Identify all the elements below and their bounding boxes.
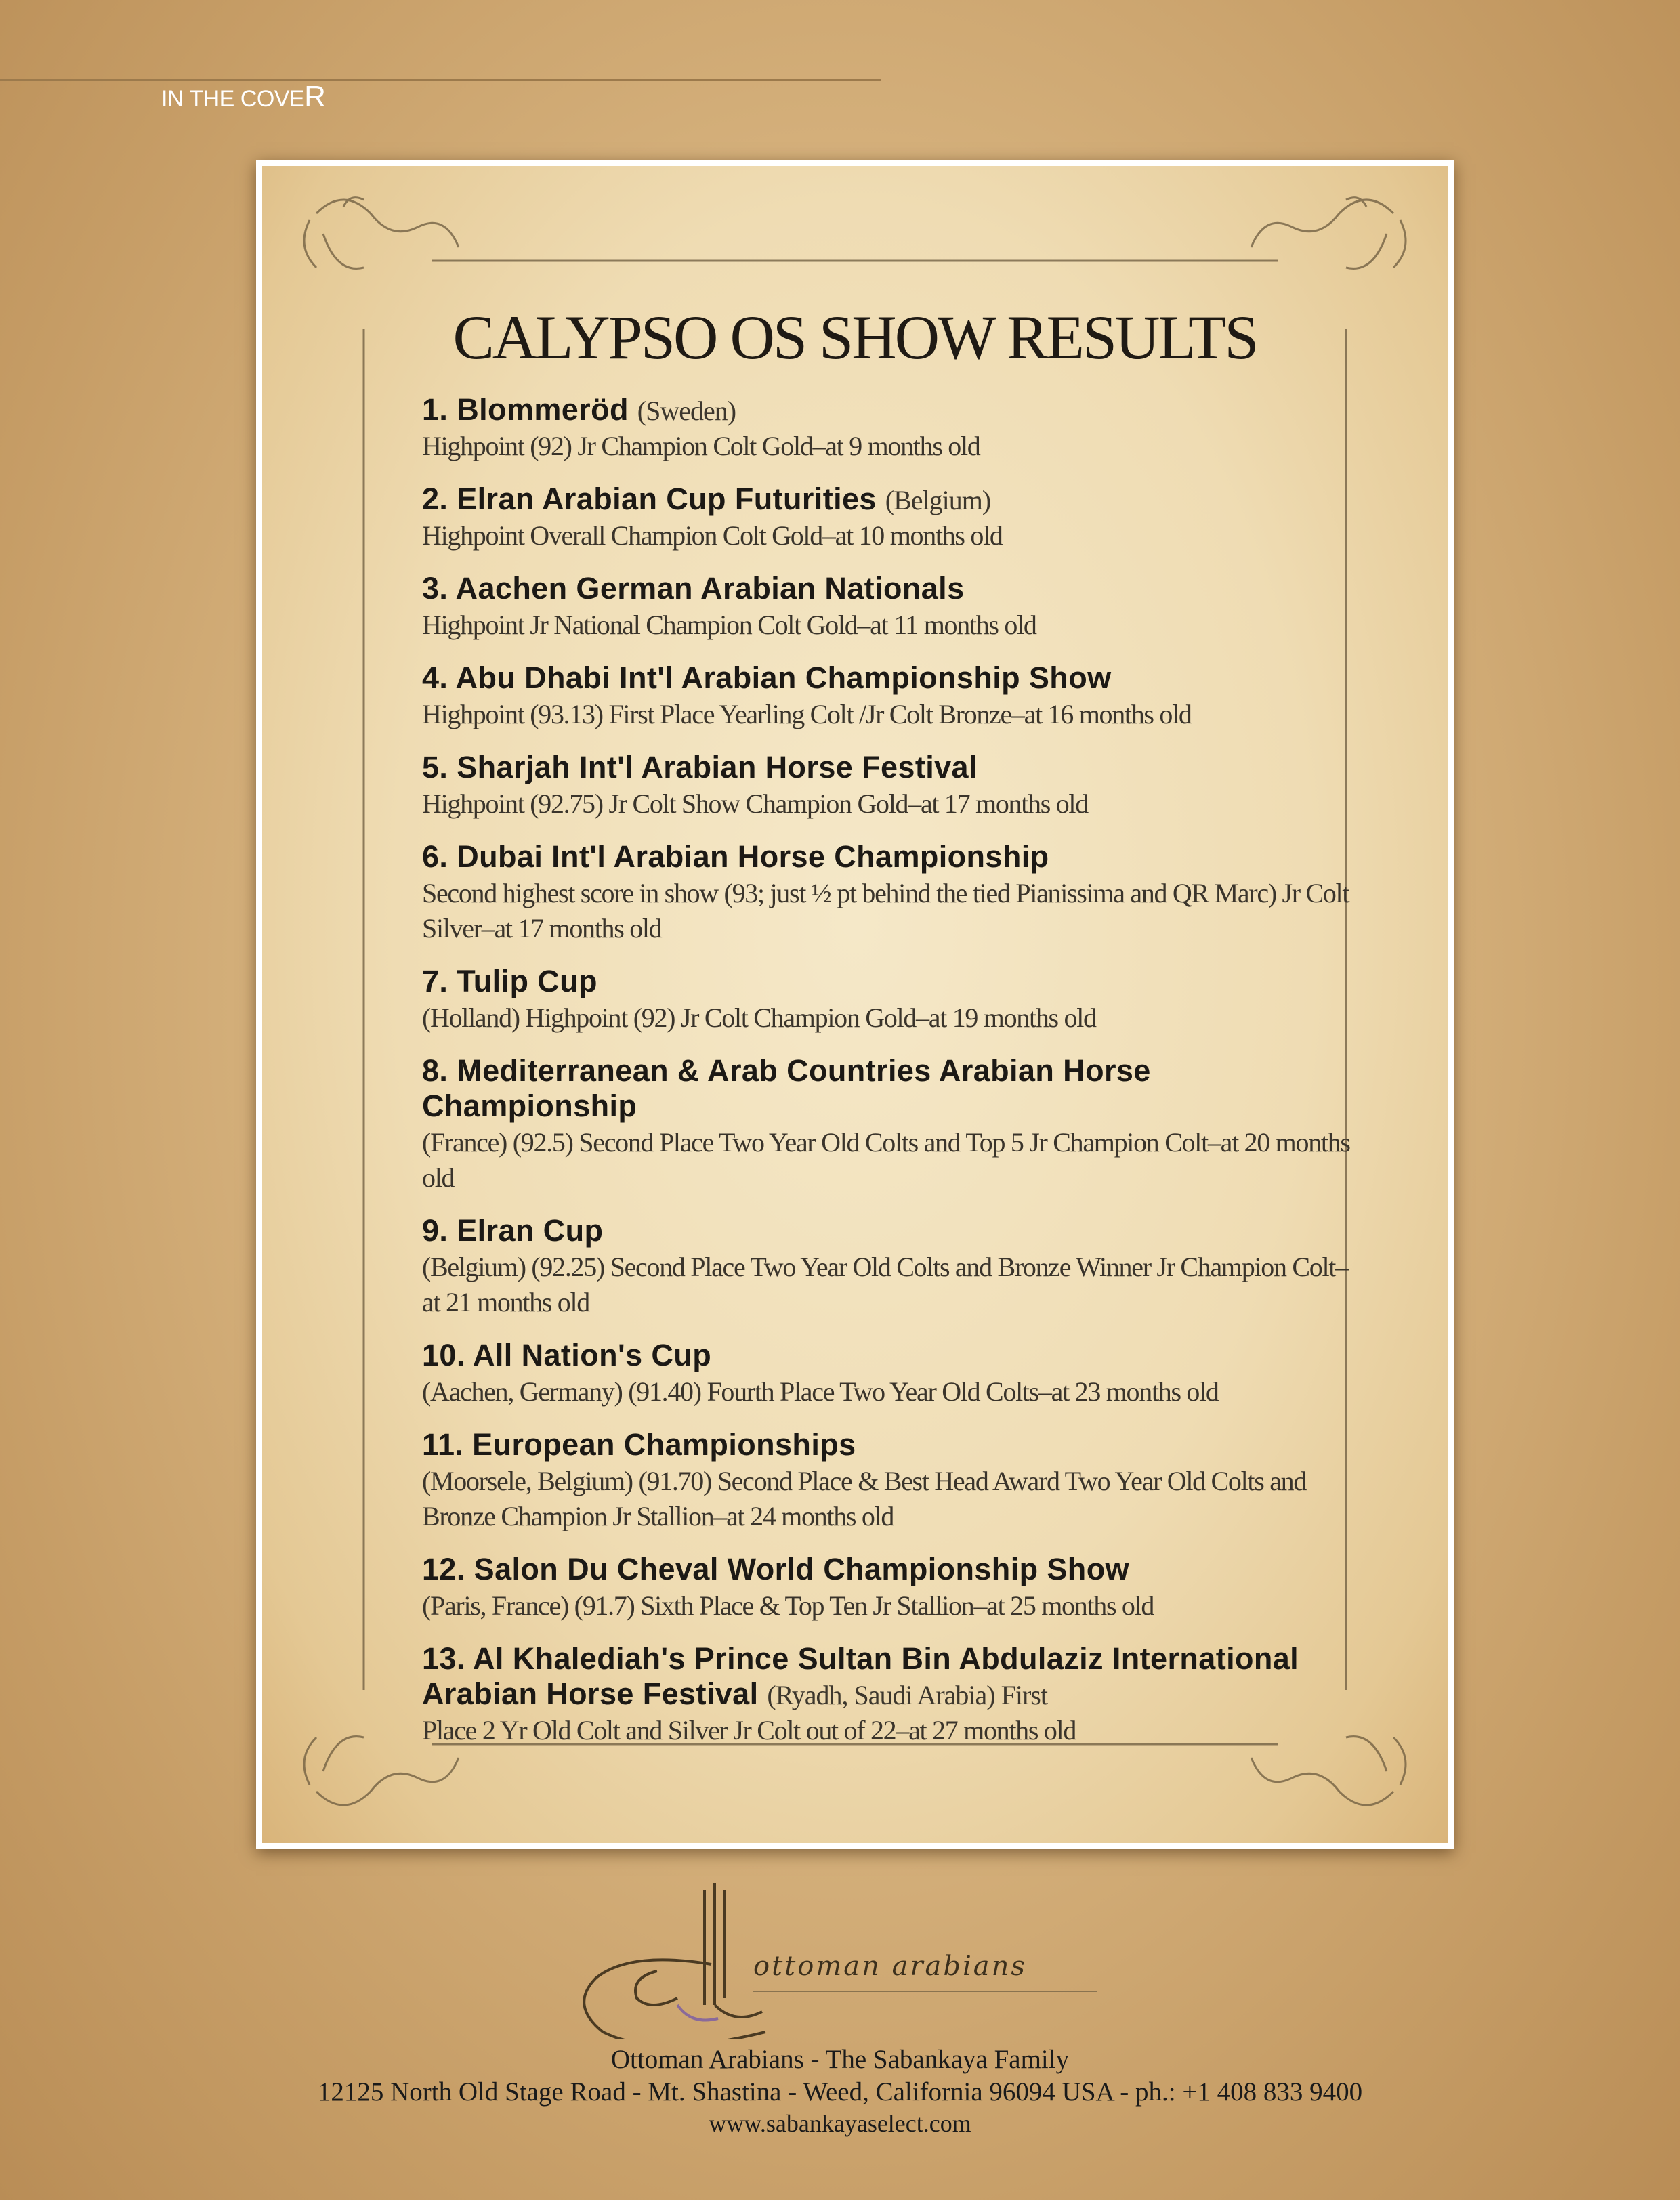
result-item bbox=[422, 1213, 1364, 1320]
ottoman-arabians-logo bbox=[576, 1869, 1111, 2039]
result-description: Highpoint (93.13) First Place Yearling Colt /Jr Colt Bronze–at 16 months old bbox=[422, 699, 1192, 729]
result-item bbox=[422, 964, 1364, 1036]
footer-website-link[interactable]: www.sabankayaselect.com bbox=[709, 2110, 971, 2137]
result-description: Place 2 Yr Old Colt and Silver Jr Colt out of 22–at 27 months old bbox=[422, 1715, 1076, 1746]
result-item bbox=[422, 482, 1364, 553]
footer-address: 12125 North Old Stage Road - Mt. Shastina - Weed, California 96094 USA - ph.: +1 408 833 9400 bbox=[317, 2077, 1363, 2107]
result-description: Highpoint Jr National Champion Colt Gold–at 11 months old bbox=[422, 610, 1036, 640]
result-description: (Paris, France) (91.7) Sixth Place & Top Ten Jr Stallion–at 25 months old bbox=[422, 1590, 1154, 1621]
result-heading bbox=[422, 392, 1364, 429]
result-location: (Ryadh, Saudi Arabia) First bbox=[767, 1680, 1047, 1710]
result-heading bbox=[422, 964, 1364, 1000]
result-item bbox=[422, 392, 1364, 464]
result-title: 13. Al Khalediah's Prince Sultan Bin Abdulaziz International Arabian Horse Festival bbox=[422, 1641, 1299, 1711]
result-location: (Belgium) bbox=[885, 485, 991, 515]
result-title: 1. Blommeröd bbox=[422, 392, 629, 427]
results-list bbox=[422, 392, 1364, 1766]
result-heading bbox=[422, 660, 1364, 697]
result-title: 12. Salon Du Cheval World Championship Show bbox=[422, 1552, 1129, 1586]
result-heading bbox=[422, 482, 1364, 518]
result-description: (Holland) Highpoint (92) Jr Colt Champion Gold–at 19 months old bbox=[422, 1002, 1096, 1033]
footer-company: Ottoman Arabians - The Sabankaya Family bbox=[610, 2045, 1070, 2074]
result-description: Second highest score in show (93; just ½ pt behind the tied Pianissima and QR Marc) Jr Colt Silver–at 17 months old bbox=[422, 878, 1349, 944]
result-title: 11. European Championships bbox=[422, 1427, 856, 1462]
result-heading bbox=[422, 1213, 1364, 1250]
result-heading bbox=[422, 1338, 1364, 1374]
logo-wordmark: ottoman arabians bbox=[753, 1951, 1027, 1982]
result-heading bbox=[422, 571, 1364, 608]
result-item bbox=[422, 1552, 1364, 1624]
result-description: Highpoint (92.75) Jr Colt Show Champion Gold–at 17 months old bbox=[422, 788, 1088, 819]
result-title: 4. Abu Dhabi Int'l Arabian Championship Show bbox=[422, 660, 1112, 695]
corner-flourish-tl bbox=[304, 198, 459, 269]
result-item bbox=[422, 1641, 1364, 1748]
result-heading bbox=[422, 1053, 1364, 1125]
result-item bbox=[422, 660, 1364, 732]
result-item bbox=[422, 1338, 1364, 1410]
section-label-end: R bbox=[304, 80, 326, 113]
result-heading bbox=[422, 750, 1364, 786]
result-title: 8. Mediterranean & Arab Countries Arabian Horse Championship bbox=[422, 1053, 1151, 1123]
result-item bbox=[422, 1427, 1364, 1534]
results-card bbox=[256, 160, 1454, 1849]
result-item bbox=[422, 571, 1364, 643]
page-title: CALYPSO OS SHOW RESULTS bbox=[453, 303, 1257, 372]
header-rule bbox=[0, 79, 881, 81]
result-location: (Sweden) bbox=[637, 396, 736, 426]
result-item bbox=[422, 1053, 1364, 1196]
result-title: 6. Dubai Int'l Arabian Horse Championship bbox=[422, 839, 1049, 874]
result-description: (Aachen, Germany) (91.40) Fourth Place Two Year Old Colts–at 23 months old bbox=[422, 1376, 1219, 1407]
result-item bbox=[422, 839, 1364, 946]
result-title: 9. Elran Cup bbox=[422, 1213, 604, 1248]
corner-flourish-tr bbox=[1251, 198, 1406, 269]
result-description: (Belgium) (92.25) Second Place Two Year Old Colts and Bronze Winner Jr Champion Colt–at 21 months old bbox=[422, 1252, 1348, 1317]
result-title: 10. All Nation's Cup bbox=[422, 1338, 712, 1372]
section-label bbox=[161, 80, 325, 114]
result-description: (France) (92.5) Second Place Two Year Old Colts and Top 5 Jr Champion Colt–at 20 months old bbox=[422, 1127, 1350, 1193]
result-heading bbox=[422, 1427, 1364, 1464]
result-title: 2. Elran Arabian Cup Futurities bbox=[422, 482, 877, 516]
result-title: 5. Sharjah Int'l Arabian Horse Festival bbox=[422, 750, 978, 784]
result-heading bbox=[422, 1552, 1364, 1588]
result-description: (Moorsele, Belgium) (91.70) Second Place & Best Head Award Two Year Old Colts and Bronze Champion Jr Stallion–at 24 months old bbox=[422, 1466, 1307, 1531]
result-title: 3. Aachen German Arabian Nationals bbox=[422, 571, 965, 606]
result-description: Highpoint Overall Champion Colt Gold–at 10 months old bbox=[422, 520, 1003, 551]
result-item bbox=[422, 750, 1364, 822]
result-heading bbox=[422, 839, 1364, 876]
section-label-main: IN THE COVE bbox=[161, 86, 305, 112]
result-description: Highpoint (92) Jr Champion Colt Gold–at 9 months old bbox=[422, 431, 980, 461]
result-title: 7. Tulip Cup bbox=[422, 964, 597, 998]
result-heading bbox=[422, 1641, 1364, 1713]
